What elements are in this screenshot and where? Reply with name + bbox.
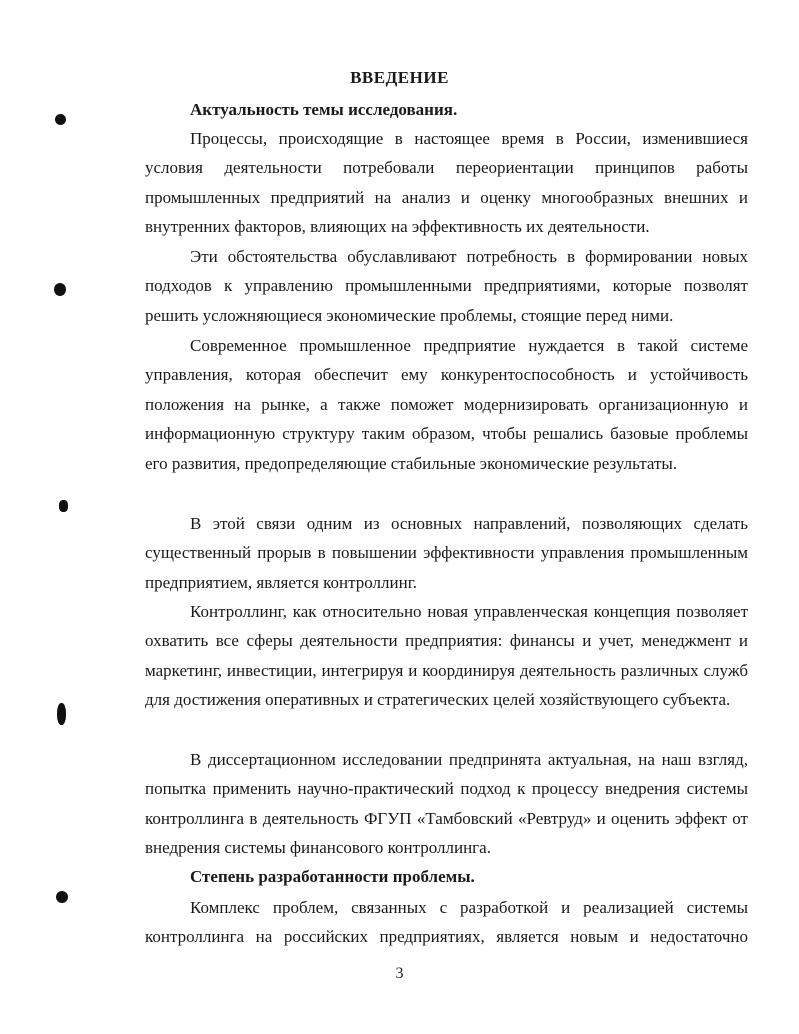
binding-hole-mark [56, 891, 68, 903]
section-title-relevance: Актуальность темы исследования. [190, 100, 458, 119]
binding-hole-mark [57, 703, 66, 725]
paragraph-1: Процессы, происходящие в настоящее время в России, изменившиеся условия деятельности потребовали переориентации принципов работы промышленных предприятий на анализ и оценку многообразных внешних и внутренних факторов, влияющих на эффективность их деятельности. [145, 129, 748, 237]
paragraph-3: Современное промышленное предприятие нуждается в такой системе управления, которая обеспечит ему конкурентоспособность и устойчивость положения на рынке, а также поможет модернизировать организационную и информационную структуру таким образом, чтобы решались базовые проблемы его развития, предопределяющие стабильные экономические результаты. [145, 336, 748, 473]
section-title-elaboration: Степень разработанности проблемы. [190, 867, 475, 886]
binding-hole-mark [55, 114, 66, 125]
paragraph-5: Контроллинг, как относительно новая управленческая концепция позволяет охватить все сферы деятельности предприятия: финансы и учет, менеджмент и маркетинг, инвестиции, интегрируя и координируя деятельность различных служб для достижения оперативных и стратегических целей хозяйствующего субъекта. [145, 602, 748, 710]
binding-hole-mark [54, 283, 66, 296]
paragraph-2: Эти обстоятельства обуславливают потребность в формировании новых подходов к управлению промышленными предприятиями, которые позволят решить усложняющиеся экономические проблемы, стоящие перед ними. [145, 247, 748, 325]
binding-hole-mark [59, 500, 68, 512]
page-number: 3 [395, 965, 404, 982]
paragraph-6: В диссертационном исследовании предпринята актуальная, на наш взгляд, попытка применить научно-практический подход к процессу внедрения системы контроллинга в деятельность ФГУП «Тамбовский «Ревтруд» и оценить эффект от внедрения системы финансового контроллинга. [145, 750, 748, 858]
paragraph-7: Комплекс проблем, связанных с разработкой и реализацией системы контроллинга на российских предприятиях, является новым и недостаточно [145, 898, 748, 947]
chapter-heading: ВВЕДЕНИЕ [350, 68, 449, 87]
paragraph-4: В этой связи одним из основных направлений, позволяющих сделать существенный прорыв в повышении эффективности управления промышленным предприятием, является контроллинг. [145, 514, 748, 592]
